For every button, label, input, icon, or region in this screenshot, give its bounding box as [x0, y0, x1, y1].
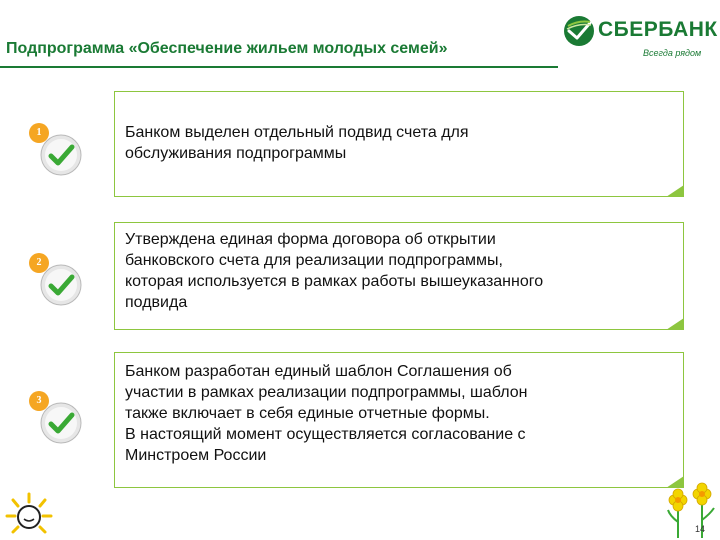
page-fold-icon: [666, 185, 684, 197]
step-marker-3: [22, 386, 84, 458]
step-card-1: [114, 91, 684, 197]
title-underline: [0, 66, 558, 68]
flowers-illustration-icon: [658, 476, 720, 540]
step-number-badge: 1: [24, 118, 54, 148]
step-text: Утверждена единая форма договора об открытии банковского счета для реализации подпрограммы, которая используется в рамках работы вышеуказанного подвида: [125, 231, 544, 311]
checkmark-icon: [38, 262, 84, 308]
sun-illustration-icon: [4, 490, 54, 538]
step-card-3: [114, 352, 684, 488]
checkmark-icon: [38, 400, 84, 446]
logo-name: СБЕРБАНК: [598, 18, 718, 41]
sberbank-logo: [562, 14, 718, 64]
sberbank-logo-icon: [562, 14, 596, 48]
step-card-2: [114, 222, 684, 330]
checkmark-icon: [38, 132, 84, 178]
step-text: Банком разработан единый шаблон Соглашения об участии в рамках реализации подпрограммы, шаблон также включает в себя единые отчетные формы. В настоящий момент осуществляется согласование с Минстроем России: [125, 363, 528, 464]
page-fold-icon: [666, 318, 684, 330]
step-number-badge: 2: [24, 248, 54, 278]
step-marker-2: [22, 248, 84, 320]
logo-tagline: Всегда рядом: [643, 48, 702, 58]
step-text: Банком выделен отдельный подвид счета для обслуживания подпрограммы: [125, 124, 469, 162]
step-number-badge: 3: [24, 386, 54, 416]
page-title: Подпрограмма «Обеспечение жильем молодых семей»: [6, 40, 448, 57]
page-number: 14: [695, 524, 706, 534]
step-marker-1: [22, 118, 84, 190]
